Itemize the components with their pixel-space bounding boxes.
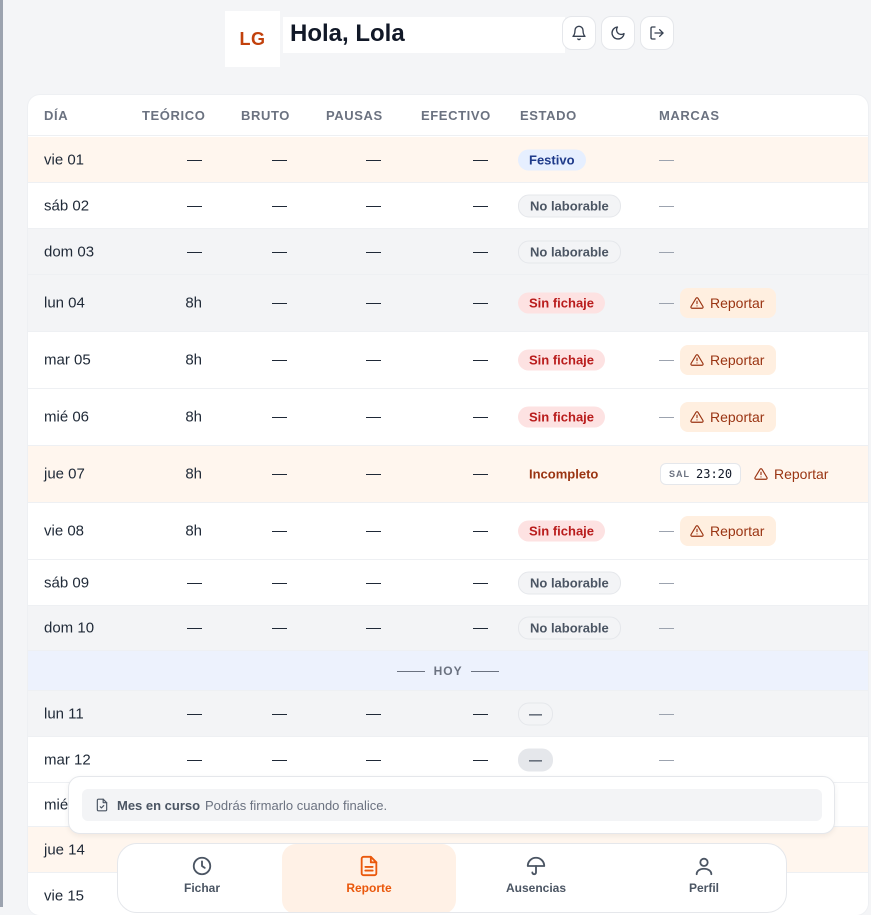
- nav-item-perfil[interactable]: [620, 844, 787, 913]
- punch-chip[interactable]: [660, 463, 741, 485]
- table-row[interactable]: [28, 229, 868, 275]
- efectivo-cell: —: [473, 351, 488, 369]
- teorico-cell: —: [187, 243, 202, 260]
- moon-icon: [610, 25, 626, 41]
- column-header-estado: ESTADO: [520, 108, 577, 123]
- logout-icon: [649, 25, 665, 41]
- column-header-efectivo: EFECTIVO: [421, 108, 491, 123]
- window-edge: [0, 0, 3, 907]
- table-row[interactable]: [28, 691, 868, 737]
- day-cell: lun 11: [44, 705, 84, 722]
- month-status-text: Podrás firmarlo cuando finalice.: [205, 798, 388, 813]
- day-cell: dom 10: [44, 619, 95, 637]
- table-row[interactable]: [28, 137, 868, 183]
- marcas-cell: —: [659, 243, 674, 260]
- logout-button[interactable]: [640, 16, 674, 50]
- notifications-button[interactable]: [562, 16, 596, 50]
- pausas-cell: —: [366, 574, 381, 591]
- efectivo-cell: —: [473, 243, 488, 260]
- bottom-nav: [117, 843, 787, 913]
- month-status-title: Mes en curso: [117, 798, 201, 813]
- separator-line: [397, 671, 425, 672]
- table-row[interactable]: [28, 332, 868, 389]
- theme-toggle-button[interactable]: [601, 16, 635, 50]
- pausas-cell: —: [366, 197, 381, 214]
- marcas-cell: —: [659, 619, 674, 637]
- report-button[interactable]: [680, 402, 776, 432]
- pausas-cell: —: [366, 294, 381, 312]
- report-button-label: Reportar: [710, 523, 765, 539]
- day-cell: sáb 02: [44, 197, 90, 214]
- teorico-cell: 8h: [185, 408, 202, 426]
- status-badge: No laborable: [518, 240, 621, 263]
- table-row[interactable]: [28, 446, 868, 503]
- marcas-cell: —: [659, 294, 674, 312]
- warning-icon: [690, 410, 704, 424]
- report-button-label: Reportar: [774, 466, 829, 482]
- efectivo-cell: —: [473, 705, 488, 722]
- day-cell: lun 04: [44, 294, 85, 312]
- column-header-marcas: MARCAS: [659, 108, 720, 123]
- warning-icon: [690, 353, 704, 367]
- warning-icon: [690, 524, 704, 538]
- efectivo-cell: —: [473, 465, 488, 483]
- pausas-cell: —: [366, 751, 381, 768]
- bruto-cell: —: [272, 705, 287, 722]
- pausas-cell: —: [366, 408, 381, 426]
- teorico-cell: —: [187, 197, 202, 214]
- table-row[interactable]: [28, 560, 868, 606]
- table-header: [28, 95, 868, 136]
- efectivo-cell: —: [473, 751, 488, 768]
- teorico-cell: 8h: [185, 522, 202, 540]
- warning-icon: [754, 467, 768, 481]
- marcas-cell: —: [659, 705, 674, 722]
- bruto-cell: —: [272, 574, 287, 591]
- status-badge: Incompleto: [529, 466, 599, 482]
- umbrella-icon: [525, 855, 547, 877]
- report-icon: [358, 855, 380, 877]
- efectivo-cell: —: [473, 619, 488, 637]
- teorico-cell: —: [187, 705, 202, 722]
- day-cell: dom 03: [44, 243, 95, 260]
- efectivo-cell: —: [473, 294, 488, 312]
- bruto-cell: —: [272, 522, 287, 540]
- bell-icon: [571, 25, 587, 41]
- table-row[interactable]: [28, 183, 868, 229]
- day-cell: vie 08: [44, 522, 85, 540]
- report-button[interactable]: [744, 459, 840, 489]
- document-check-icon: [95, 798, 109, 812]
- nav-label: Perfil: [688, 881, 719, 895]
- table-row[interactable]: [28, 389, 868, 446]
- report-button[interactable]: [680, 288, 776, 318]
- clock-icon: [191, 855, 213, 877]
- marcas-cell: —: [659, 751, 674, 768]
- nav-label: Reporte: [346, 881, 392, 895]
- status-badge: Sin fichaje: [518, 350, 605, 371]
- user-icon: [693, 855, 715, 877]
- report-button-label: Reportar: [710, 295, 765, 311]
- marcas-cell: —: [659, 574, 674, 591]
- marcas-cell: —: [659, 408, 674, 426]
- teorico-cell: 8h: [185, 465, 202, 483]
- day-cell: jue 07: [44, 465, 85, 483]
- pausas-cell: —: [366, 705, 381, 722]
- today-label: HOY: [433, 663, 463, 678]
- day-cell: jue 14: [44, 841, 85, 858]
- teorico-cell: 8h: [185, 351, 202, 369]
- separator-line: [471, 671, 499, 672]
- table-row[interactable]: [28, 606, 868, 651]
- pausas-cell: —: [366, 351, 381, 369]
- teorico-cell: —: [187, 574, 202, 591]
- bruto-cell: —: [272, 408, 287, 426]
- column-header-teorico: TEÓRICO: [142, 108, 206, 123]
- report-button-label: Reportar: [710, 409, 765, 425]
- report-button-label: Reportar: [710, 352, 765, 368]
- marcas-cell: —: [659, 522, 674, 540]
- bruto-cell: —: [272, 197, 287, 214]
- status-badge: Sin fichaje: [518, 407, 605, 428]
- efectivo-cell: —: [473, 197, 488, 214]
- status-badge: No laborable: [518, 194, 621, 217]
- table-row[interactable]: [28, 275, 868, 332]
- punch-type: SAL: [669, 469, 690, 479]
- teorico-cell: 8h: [185, 294, 202, 312]
- teorico-cell: —: [187, 751, 202, 768]
- header: [225, 11, 645, 67]
- efectivo-cell: —: [473, 408, 488, 426]
- bruto-cell: —: [272, 243, 287, 260]
- warning-icon: [690, 296, 704, 310]
- day-cell: sáb 09: [44, 574, 90, 591]
- bruto-cell: —: [272, 619, 287, 637]
- efectivo-cell: —: [473, 574, 488, 591]
- nav-item-reporte[interactable]: [282, 844, 456, 913]
- day-cell: mar 05: [44, 351, 91, 369]
- status-badge: Sin fichaje: [518, 521, 605, 542]
- marcas-cell: —: [659, 151, 674, 168]
- status-badge: No laborable: [518, 617, 621, 640]
- greeting-title: Hola, Lola: [290, 20, 405, 47]
- month-status-banner: [68, 776, 835, 834]
- day-cell: mié: [44, 796, 69, 813]
- marcas-cell: —: [659, 351, 674, 369]
- bruto-cell: —: [272, 294, 287, 312]
- column-header-bruto: BRUTO: [241, 108, 290, 123]
- pausas-cell: —: [366, 465, 381, 483]
- logo: LG: [225, 11, 280, 67]
- pausas-cell: —: [366, 243, 381, 260]
- column-header-pausas: PAUSAS: [326, 108, 383, 123]
- day-cell: vie 01: [44, 151, 85, 168]
- pausas-cell: —: [366, 151, 381, 168]
- nav-label: Ausencias: [505, 881, 567, 895]
- report-button[interactable]: [680, 345, 776, 375]
- column-header-dia: DÍA: [44, 108, 69, 123]
- day-cell: vie 15: [44, 887, 85, 904]
- nav-label: Fichar: [183, 881, 220, 895]
- status-badge: Sin fichaje: [518, 293, 605, 314]
- status-badge: —: [518, 748, 553, 771]
- nav-item-ausencias[interactable]: [452, 844, 620, 913]
- day-cell: mar 12: [44, 751, 91, 768]
- teorico-cell: —: [187, 619, 202, 637]
- bruto-cell: —: [272, 465, 287, 483]
- today-separator: [28, 651, 868, 691]
- bruto-cell: —: [272, 351, 287, 369]
- efectivo-cell: —: [473, 522, 488, 540]
- efectivo-cell: —: [473, 151, 488, 168]
- report-button[interactable]: [680, 516, 776, 546]
- day-cell: mié 06: [44, 408, 90, 426]
- teorico-cell: —: [187, 151, 202, 168]
- nav-item-fichar[interactable]: [118, 844, 286, 913]
- bruto-cell: —: [272, 751, 287, 768]
- punch-time: 23:20: [696, 467, 733, 481]
- status-badge: No laborable: [518, 571, 621, 594]
- status-badge: Festivo: [518, 149, 586, 170]
- pausas-cell: —: [366, 522, 381, 540]
- pausas-cell: —: [366, 619, 381, 637]
- table-row[interactable]: [28, 503, 868, 560]
- marcas-cell: —: [659, 197, 674, 214]
- bruto-cell: —: [272, 151, 287, 168]
- status-badge: —: [518, 702, 553, 725]
